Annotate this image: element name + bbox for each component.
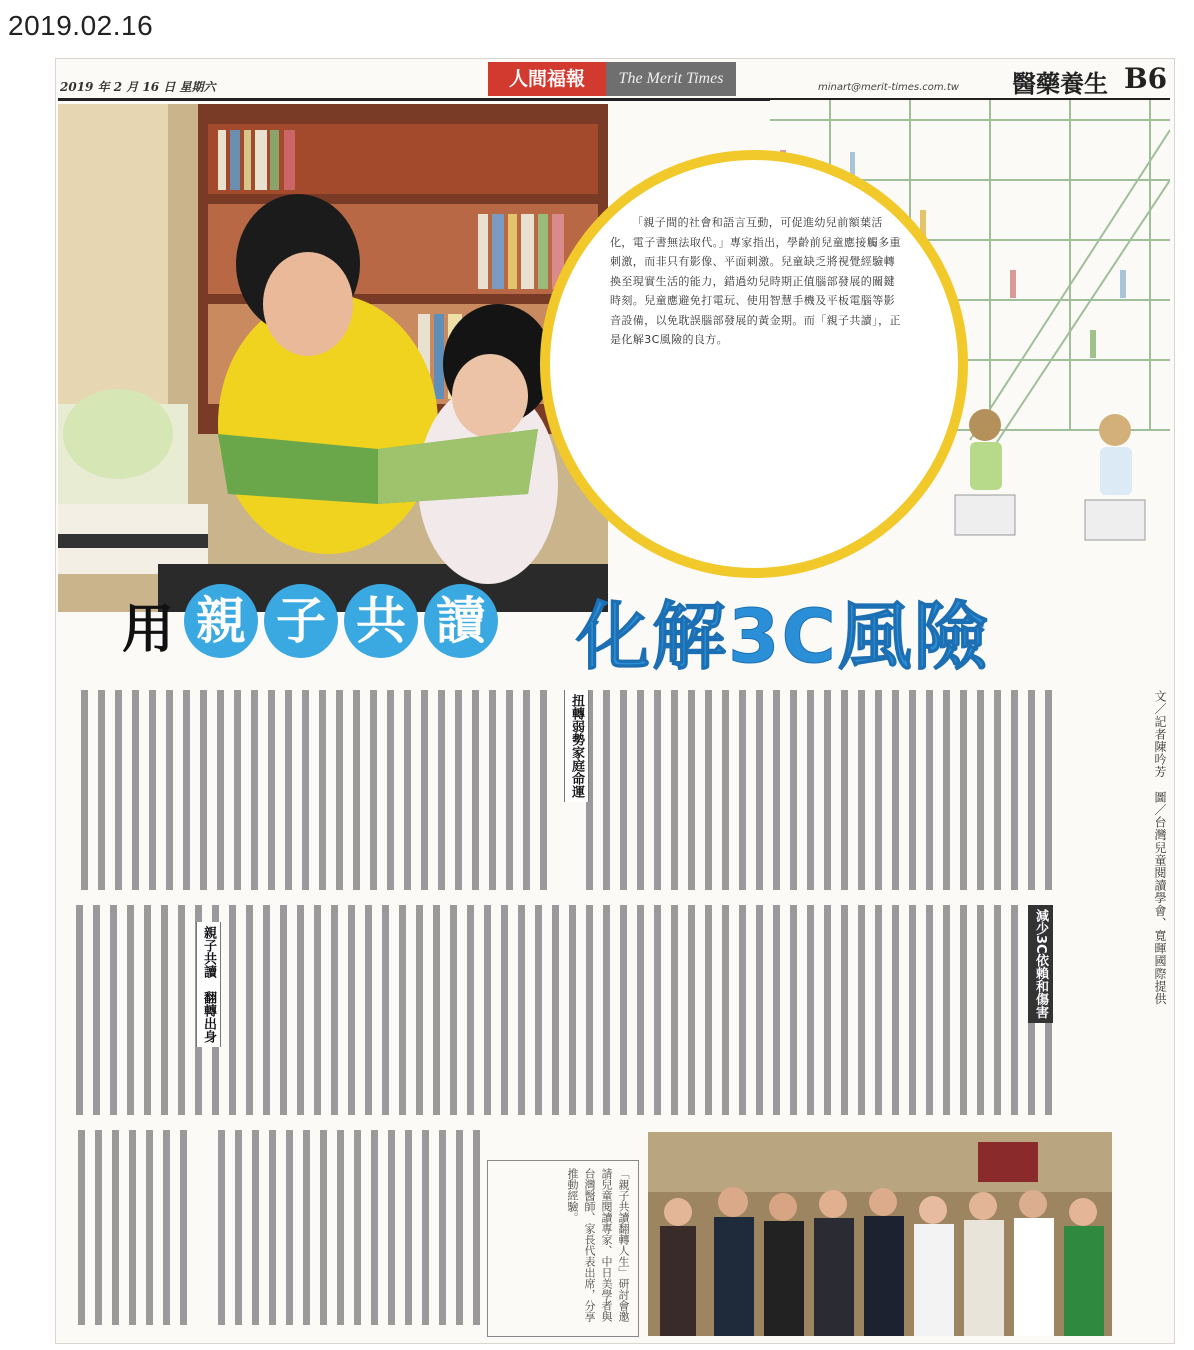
headline-bubble-4: 讀 (424, 584, 498, 658)
contact-email: minart@merit-times.com.tw (818, 82, 959, 93)
page-number: B6 (1124, 62, 1168, 95)
seminar-group-photo (648, 1132, 1112, 1336)
section-title: 醫藥養生 (1012, 70, 1108, 98)
headline-prefix: 用 (122, 600, 175, 660)
parent-child-reading-photo (58, 104, 608, 612)
group-photo-illustration (648, 1132, 1112, 1336)
subhead-reduce-3c: 減少3C依賴和傷害 (1028, 905, 1053, 1023)
reading-photo-illustration (58, 104, 608, 612)
newspaper-logo (488, 62, 736, 96)
logo-english: The Merit Times (606, 62, 736, 96)
subhead-change-origin: 親子共讀 翻轉出身 (196, 922, 221, 1047)
subhead-disadvantaged-families: 扭轉弱勢家庭命運 (564, 690, 589, 802)
byline: 文／記者陳吟芳 圖／台灣兒童閱讀學會、寬暉國際提供 (1153, 690, 1167, 1005)
headline-bubble-1: 親 (184, 584, 258, 658)
headline-main: 化解3C風險 (576, 594, 990, 680)
headline-bubble-3: 共 (344, 584, 418, 658)
issue-date: 2019 年 2 月 16 日 星期六 (60, 80, 216, 94)
logo-chinese: 人間福報 (488, 62, 606, 96)
headline-bubble-2: 子 (264, 584, 338, 658)
lead-quote: 「親子間的社會和語言互動，可促進幼兒前額葉活化，電子書無法取代。」專家指出，學齡前兒童應接觸多重刺激，而非只有影像、平面刺激。兒童缺乏將視覺經驗轉換至現實生活的能力，錯過幼兒時期正值腦部發展的關鍵時刻。兒童應避免打電玩、使用智慧手機及平板電腦等影音設備，以免耽誤腦部發展的黃金期。而「親子共讀」，正是化解3C風險的良方。 (610, 216, 901, 346)
photo-caption: 「親子共讀翻轉人生」研討會邀請兒童閱讀專家、中日美學者與台灣醫師、家長代表出席，分享推動經驗。 (566, 1168, 630, 1322)
date-stamp: 2019.02.16 (8, 10, 154, 41)
